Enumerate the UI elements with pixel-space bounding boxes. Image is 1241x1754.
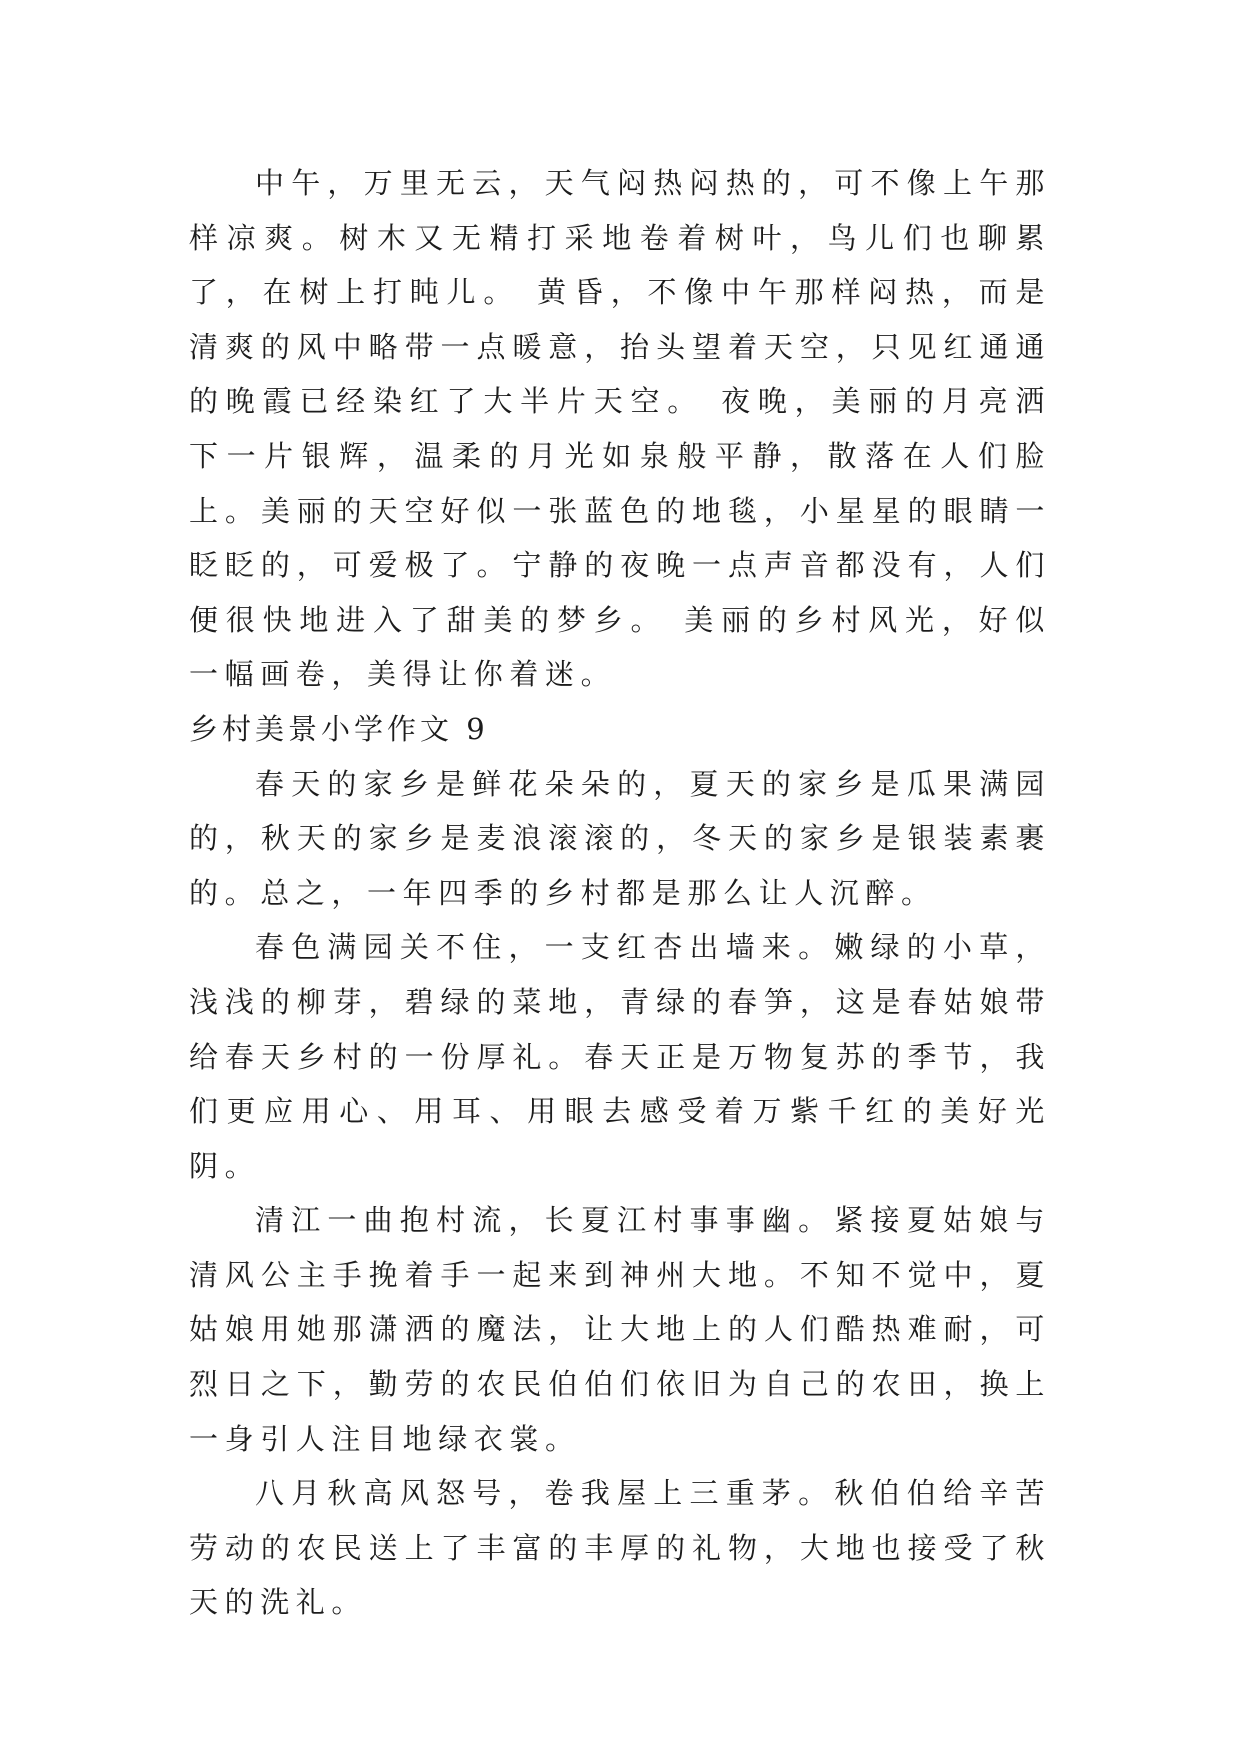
document-body [189,156,1051,1630]
paragraph-spring: 春色满园关不住，一支红杏出墙来。嫩绿的小草，浅浅的柳芽，碧绿的菜地，青绿的春笋，这是春姑娘带给春天乡村的一份厚礼。春天正是万物复苏的季节，我们更应用心、用耳、用眼去感受着万紫千红的美好光阴。 [189,930,1051,1183]
paragraph-four-seasons: 春天的家乡是鲜花朵朵的，夏天的家乡是瓜果满园的，秋天的家乡是麦浪滚滚的，冬天的家乡是银装素裹的。总之，一年四季的乡村都是那么让人沉醉。 [189,766,1051,910]
paragraph-noon-to-night: 中午，万里无云，天气闷热闷热的，可不像上午那样凉爽。树木又无精打采地卷着树叶，鸟儿们也聊累了，在树上打盹儿。 黄昏，不像中午那样闷热，而是清爽的风中略带一点暖意，抬头望着天空，只见红通通的晚霞已经染红了大半片天空。 夜晚，美丽的月亮洒下一片银辉，温柔的月光如泉般平静，散落在人们脸上。美丽的天空好似一张蓝色的地毯，小星星的眼睛一眨眨的，可爱极了。宁静的夜晚一点声音都没有，人们便很快地进入了甜美的梦乡。 美丽的乡村风光，好似一幅画卷，美得让你着迷。 [189,166,1051,692]
paragraph-autumn: 八月秋高风怒号，卷我屋上三重茅。秋伯伯给辛苦劳动的农民送上了丰富的丰厚的礼物，大地也接受了秋天的洗礼。 [189,1476,1051,1620]
section-heading: 乡村美景小学作文 9 [189,711,489,746]
paragraph-summer: 清江一曲抱村流，长夏江村事事幽。紧接夏姑娘与清风公主手挽着手一起来到神州大地。不知不觉中，夏姑娘用她那潇洒的魔法，让大地上的人们酷热难耐，可烈日之下，勤劳的农民伯伯们依旧为自己的农田，换上一身引人注目地绿衣裳。 [189,1203,1051,1456]
